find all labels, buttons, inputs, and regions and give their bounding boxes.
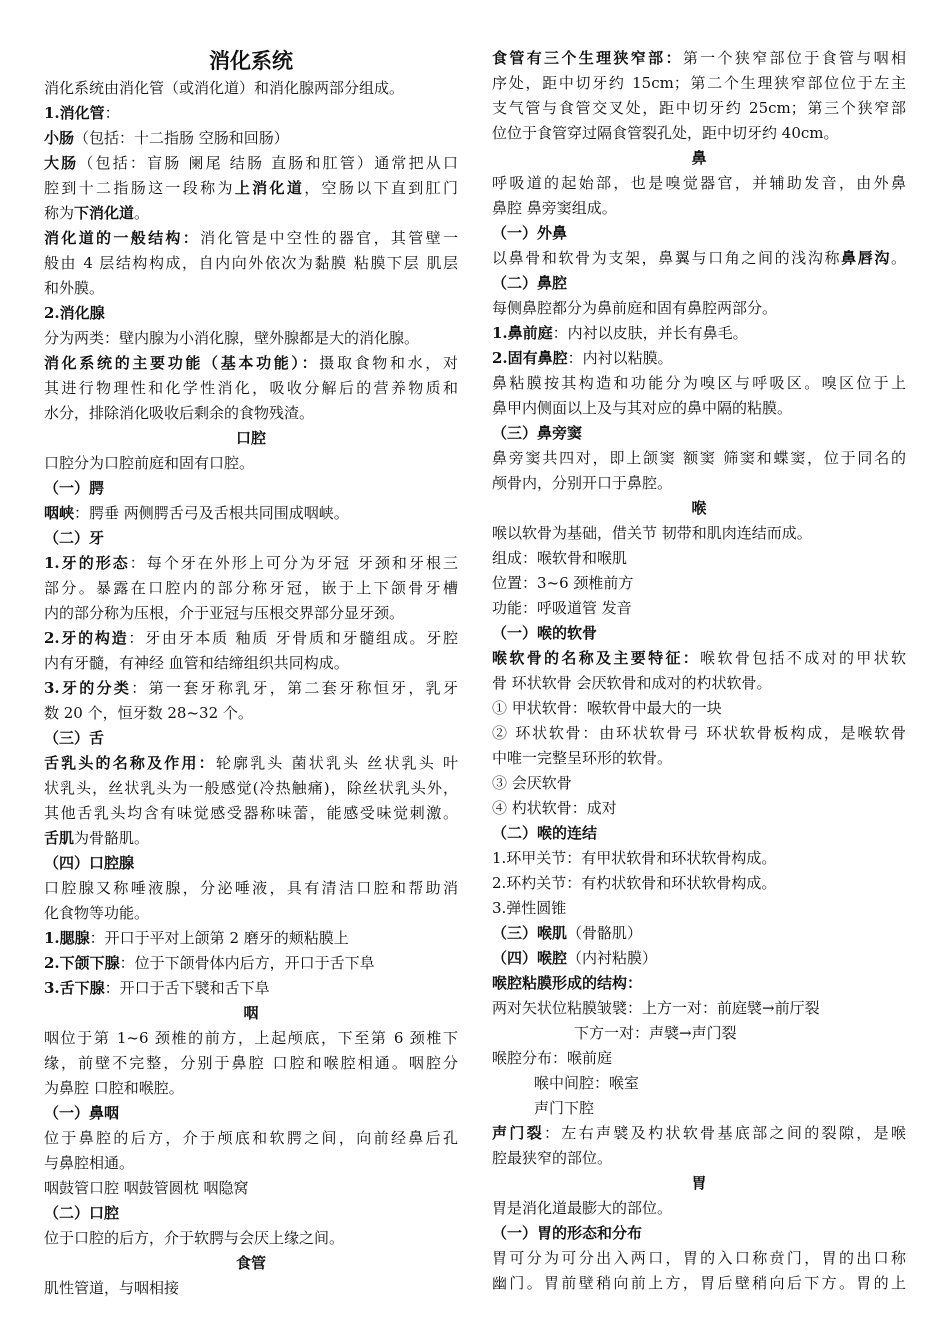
line-text: 和外膜。 — [44, 279, 105, 297]
text-line — [492, 1146, 906, 1171]
line-text: 鼻甲内侧面以上及与其对应的鼻中隔的粘膜。 — [492, 399, 793, 417]
bold-term: 消化系统的主要功能（基本功能）： — [44, 354, 320, 372]
line-text: 咽位于第 1~6 颈椎的前方，上起颅底，下至第 6 颈椎下 — [44, 1029, 458, 1047]
line-text: ② 环状软骨：由环状软骨弓 环状软骨板构成，是喉软骨 — [492, 724, 906, 742]
text-line — [492, 471, 906, 496]
line-text: ③ 会厌软骨 — [492, 774, 572, 792]
text-line — [44, 601, 458, 626]
line-text: 序处，距中切牙约 15cm；第二个生理狭窄部位位于左主 — [492, 74, 906, 92]
line-text: 位于口腔的后方，介于软腭与会厌上缘之间。 — [44, 1229, 345, 1247]
text-line — [44, 176, 458, 201]
line-text: 消化系统由消化管（或消化道）和消化腺两部分组成。 — [44, 79, 405, 97]
bold-term: 2.固有鼻腔 — [492, 349, 568, 367]
text-line — [492, 171, 906, 196]
text-line — [492, 871, 906, 896]
line-text: （包括：十二指肠 空肠和回肠） — [74, 129, 289, 147]
line-text: ④ 杓状软骨：成对 — [492, 799, 617, 817]
section-heading: 咽 — [243, 1004, 259, 1022]
line-text: 。 — [890, 249, 906, 267]
line-text: 咽鼓管口腔 咽鼓管圆枕 咽隐窝 — [44, 1179, 249, 1197]
text-line — [44, 276, 458, 301]
text-line — [44, 751, 458, 776]
bold-term: 消化道的一般结构： — [44, 229, 201, 247]
line-text: 为鼻腔 口腔和喉腔。 — [44, 1079, 184, 1097]
text-line — [44, 1151, 458, 1176]
text-line — [492, 896, 906, 921]
bold-term: 喉软骨的名称及主要特征： — [492, 649, 701, 667]
text-line — [492, 621, 906, 646]
line-text: 口腔腺又称唾液腺，分泌唾液，具有清洁口腔和帮助消 — [44, 879, 458, 897]
text-line — [44, 1051, 458, 1076]
text-line — [492, 1121, 906, 1146]
line-text: 内有牙髓，有神经 血管和结缔组织共同构成。 — [44, 654, 349, 672]
line-text: ：内衬以皮肤，并长有鼻毛。 — [552, 324, 748, 342]
bold-term: 舌乳头的名称及作用： — [44, 754, 216, 772]
line-text: 第一个狭窄部位于食管与咽相 — [682, 49, 906, 67]
text-line — [492, 696, 906, 721]
text-line — [492, 71, 906, 96]
line-text: 2.环杓关节：有杓状软骨和环状软骨构成。 — [492, 874, 777, 892]
line-text: （包括：盲肠 阑尾 结肠 直肠和肛管）通常把从口 — [78, 154, 458, 172]
line-text: 支气管与食管交叉处，距中切牙约 25cm；第三个狭窄部 — [492, 99, 906, 117]
bold-term: （二）牙 — [44, 529, 105, 547]
line-text: ① 甲状软骨：喉软骨中最大的一块 — [492, 699, 722, 717]
text-line — [44, 201, 458, 226]
line-text: 下方一对：声襞→声门裂 — [574, 1024, 737, 1042]
text-line — [492, 196, 906, 221]
bold-term: （一）喉的软骨 — [492, 624, 598, 642]
line-text: 声门下腔 — [534, 1099, 595, 1117]
text-line — [492, 1021, 906, 1046]
text-line — [44, 876, 458, 901]
bold-term: （三）舌 — [44, 729, 105, 747]
text-line — [492, 721, 906, 746]
text-line — [492, 571, 906, 596]
text-line — [44, 776, 458, 801]
line-text: 喉腔分布：喉前庭 — [492, 1049, 613, 1067]
line-text: 其他舌乳头均含有味觉感受器称味蕾，能感受味觉刺激。 — [44, 804, 458, 822]
page-title: 消化系统 — [209, 49, 293, 73]
line-text: ：位于下颌骨体内后方，开口于舌下阜 — [119, 954, 375, 972]
line-text: 腔最狭窄的部位。 — [492, 1149, 613, 1167]
text-line — [44, 901, 458, 926]
line-text: 中唯一完整呈环形的软骨。 — [492, 749, 673, 767]
text-line — [492, 946, 906, 971]
text-line — [492, 346, 906, 371]
text-line — [492, 321, 906, 346]
text-line — [44, 1276, 458, 1301]
line-text: 位置：3~6 颈椎前方 — [492, 574, 634, 592]
text-line — [44, 826, 458, 851]
line-text: ，空肠以下直到肛门 — [304, 179, 458, 197]
line-text: 为骨骼肌。 — [74, 829, 150, 847]
text-line — [44, 401, 458, 426]
text-line — [492, 221, 906, 246]
line-text: 颅骨内，分别开口于鼻腔。 — [492, 474, 673, 492]
text-line — [492, 821, 906, 846]
bold-term: 2.消化腺 — [44, 304, 105, 322]
right-column — [492, 46, 906, 1296]
line-text: 。 — [134, 204, 150, 222]
line-text: （骨骼肌） — [567, 924, 643, 942]
line-text: 腔到十二指肠这一段称为 — [44, 179, 235, 197]
text-line — [44, 226, 458, 251]
text-line — [44, 551, 458, 576]
text-line — [492, 996, 906, 1021]
text-line — [492, 96, 906, 121]
text-line — [44, 76, 458, 101]
line-text: 部分。暴露在口腔内的部分称牙冠，嵌于上下颌骨牙槽 — [44, 579, 458, 597]
line-text: 喉以软骨为基础，借关节 韧带和肌肉连结而成。 — [492, 524, 812, 542]
line-text: 分为两类：壁内腺为小消化腺，壁外腺都是大的消化腺。 — [44, 329, 420, 347]
text-line — [492, 596, 906, 621]
line-text: 功能：呼吸道管 发音 — [492, 599, 632, 617]
bold-term: （一）外鼻 — [492, 224, 568, 242]
bold-term: 3.舌下腺 — [44, 979, 105, 997]
text-line — [492, 1246, 906, 1271]
text-line — [492, 771, 906, 796]
text-line — [44, 251, 458, 276]
text-line — [492, 296, 906, 321]
text-line — [44, 301, 458, 326]
bold-term: 舌肌 — [44, 829, 75, 847]
text-line — [44, 1101, 458, 1126]
bold-term: 喉腔粘膜形成的结构： — [492, 974, 643, 992]
line-text: 骨 环状软骨 会厌软骨和成对的杓状软骨。 — [492, 674, 772, 692]
text-line — [44, 1026, 458, 1051]
line-text: 化食物等功能。 — [44, 904, 150, 922]
text-line — [492, 646, 906, 671]
bold-term: （四）口腔腺 — [44, 854, 135, 872]
line-text: 喉软骨包括不成对的甲状软 — [700, 649, 906, 667]
text-line — [492, 1096, 906, 1121]
text-line — [44, 1076, 458, 1101]
text-line — [492, 671, 906, 696]
line-text: 肌性管道，与咽相接 — [44, 1279, 180, 1297]
bold-term: 2.牙的构造 — [44, 629, 129, 647]
text-line — [44, 851, 458, 876]
text-line — [492, 971, 906, 996]
bold-term: 1.牙的形态 — [44, 554, 130, 572]
line-text: 消化管是中空性的器官，其管壁一 — [200, 229, 458, 247]
text-line — [44, 676, 458, 701]
text-line — [492, 796, 906, 821]
text-line — [492, 1046, 906, 1071]
text-line — [44, 1126, 458, 1151]
text-line — [492, 396, 906, 421]
text-line — [492, 371, 906, 396]
bold-term: 小肠 — [44, 129, 75, 147]
bold-term: （一）腭 — [44, 479, 105, 497]
line-text: ： — [104, 104, 120, 122]
text-line — [492, 446, 906, 471]
text-line — [492, 746, 906, 771]
bold-term: （四）喉腔 — [492, 949, 568, 967]
section-heading: 喉 — [691, 499, 707, 517]
text-line — [492, 421, 906, 446]
text-line — [492, 46, 906, 71]
text-line — [44, 1201, 458, 1226]
text-line — [44, 726, 458, 751]
text-line — [44, 701, 458, 726]
section-heading: 鼻 — [691, 149, 707, 167]
text-line — [492, 271, 906, 296]
text-line — [44, 1176, 458, 1201]
line-text: 鼻粘膜按其构造和功能分为嗅区与呼吸区。嗅区位于上 — [492, 374, 906, 392]
line-text: ：牙由牙本质 釉质 牙骨质和牙髓组成。牙腔 — [128, 629, 458, 647]
line-text: 以鼻骨和软骨为支架，鼻翼与口角之间的浅沟称 — [492, 249, 842, 267]
bold-term: 3.牙的分类 — [44, 679, 132, 697]
line-text: 每侧鼻腔都分为鼻前庭和固有鼻腔两部分。 — [492, 299, 778, 317]
text-line — [492, 1071, 906, 1096]
line-text: ：腭垂 两侧腭舌弓及舌根共同围成咽峡。 — [74, 504, 349, 522]
text-line — [492, 246, 906, 271]
line-text: 胃可分为可分出入两口，胃的入口称贲门，胃的出口称 — [492, 1249, 906, 1267]
line-text: 状乳头，丝状乳头为一般感觉(冷热触痛)，除丝状乳头外， — [44, 779, 458, 797]
bold-term: （一）胃的形态和分布 — [492, 1224, 643, 1242]
line-text: ：开口于平对上颌第 2 磨牙的颊粘膜上 — [89, 929, 349, 947]
section-heading: 胃 — [691, 1174, 707, 1192]
line-text: 3.弹性圆锥 — [492, 899, 567, 917]
line-text: 位位于食管穿过隔食管裂孔处，距中切牙约 40cm。 — [492, 124, 839, 142]
line-text: 其进行物理性和化学性消化，吸收分解后的营养物质和 — [44, 379, 458, 397]
line-text: ：第一套牙称乳牙，第二套牙称恒牙，乳牙 — [131, 679, 458, 697]
text-line — [44, 651, 458, 676]
bold-term: （三）鼻旁窦 — [492, 424, 583, 442]
bold-term: 1.消化管 — [44, 104, 105, 122]
line-text: 组成：喉软骨和喉肌 — [492, 549, 628, 567]
text-line — [44, 976, 458, 1001]
text-line — [492, 846, 906, 871]
bold-term: （二）鼻腔 — [492, 274, 568, 292]
text-line — [492, 521, 906, 546]
line-text: 位于鼻腔的后方，介于颅底和软腭之间，向前经鼻后孔 — [44, 1129, 458, 1147]
bold-term: （二）喉的连结 — [492, 824, 598, 842]
line-text: ：内衬以粘膜。 — [567, 349, 673, 367]
text-line — [44, 476, 458, 501]
bold-term: 大肠 — [44, 154, 79, 172]
text-line — [44, 451, 458, 476]
text-line — [492, 1271, 906, 1296]
line-text: 喉中间腔：喉室 — [534, 1074, 640, 1092]
section-heading: 口腔 — [235, 429, 266, 447]
line-text: 幽门。胃前壁稍向前上方，胃后壁稍向后下方。胃的上 — [492, 1274, 906, 1292]
line-text: 与鼻腔相通。 — [44, 1154, 135, 1172]
bold-term: （一）鼻咽 — [44, 1104, 120, 1122]
text-line — [44, 101, 458, 126]
text-line — [44, 576, 458, 601]
bold-term: （二）口腔 — [44, 1204, 120, 1222]
text-line — [44, 151, 458, 176]
bold-term: 声门裂 — [492, 1124, 545, 1142]
line-text: ：开口于舌下襞和舌下阜 — [104, 979, 270, 997]
bold-term: 鼻唇沟 — [841, 249, 891, 267]
text-line — [44, 351, 458, 376]
text-line — [44, 126, 458, 151]
text-line — [44, 626, 458, 651]
text-line — [492, 1221, 906, 1246]
bold-term: （三）喉肌 — [492, 924, 568, 942]
text-line — [44, 326, 458, 351]
bold-term: 1.鼻前庭 — [492, 324, 553, 342]
line-text: 口腔分为口腔前庭和固有口腔。 — [44, 454, 255, 472]
section-heading: 食管 — [235, 1254, 266, 1272]
line-text: ：每个牙在外形上可分为牙冠 牙颈和牙根三 — [129, 554, 458, 572]
text-line — [44, 926, 458, 951]
line-text: 鼻腔 鼻旁窦组成。 — [492, 199, 617, 217]
line-text: 般由 4 层结构构成，自内向外依次为黏膜 粘膜下层 肌层 — [44, 254, 458, 272]
text-line — [492, 1196, 906, 1221]
left-column — [44, 46, 458, 1301]
text-line — [44, 376, 458, 401]
line-text: 水分，排除消化吸收后剩余的食物残渣。 — [44, 404, 315, 422]
text-line — [492, 546, 906, 571]
text-line — [492, 921, 906, 946]
line-text: 称为 — [44, 204, 75, 222]
line-text: 轮廓乳头 菌状乳头 丝状乳头 叶 — [215, 754, 458, 772]
text-line — [492, 121, 906, 146]
line-text: 摄取食物和水，对 — [319, 354, 458, 372]
bold-term: 2.下颌下腺 — [44, 954, 120, 972]
bold-term: 食管有三个生理狭窄部： — [492, 49, 683, 67]
text-line — [44, 801, 458, 826]
line-text: 1.环甲关节：有甲状软骨和环状软骨构成。 — [492, 849, 777, 867]
line-text: ：左右声襞及杓状软骨基底部之间的裂隙，是喉 — [544, 1124, 906, 1142]
line-text: （内衬粘膜） — [567, 949, 658, 967]
bold-term: 1.腮腺 — [44, 929, 90, 947]
text-line — [44, 951, 458, 976]
line-text: 缘，前壁不完整，分别于鼻腔 口腔和喉腔相通。咽腔分 — [44, 1054, 458, 1072]
line-text: 数 20 个，恒牙数 28~32 个。 — [44, 704, 253, 722]
line-text: 鼻旁窦共四对，即上颌窦 额窦 筛窦和蝶窦，位于同名的 — [492, 449, 906, 467]
line-text: 内的部分称为压根，介于亚冠与压根交界部分显牙颈。 — [44, 604, 405, 622]
line-text: 胃是消化道最膨大的部位。 — [492, 1199, 673, 1217]
text-line — [44, 1226, 458, 1251]
text-line — [44, 526, 458, 551]
bold-term: 下消化道 — [74, 204, 135, 222]
bold-term: 咽峡 — [44, 504, 75, 522]
bold-term: 上消化道 — [234, 179, 305, 197]
line-text: 呼吸道的起始部，也是嗅觉器官，并辅助发音，由外鼻 — [492, 174, 906, 192]
text-line — [44, 501, 458, 526]
line-text: 两对矢状位粘膜皱襞：上方一对：前庭襞→前厅裂 — [492, 999, 820, 1017]
